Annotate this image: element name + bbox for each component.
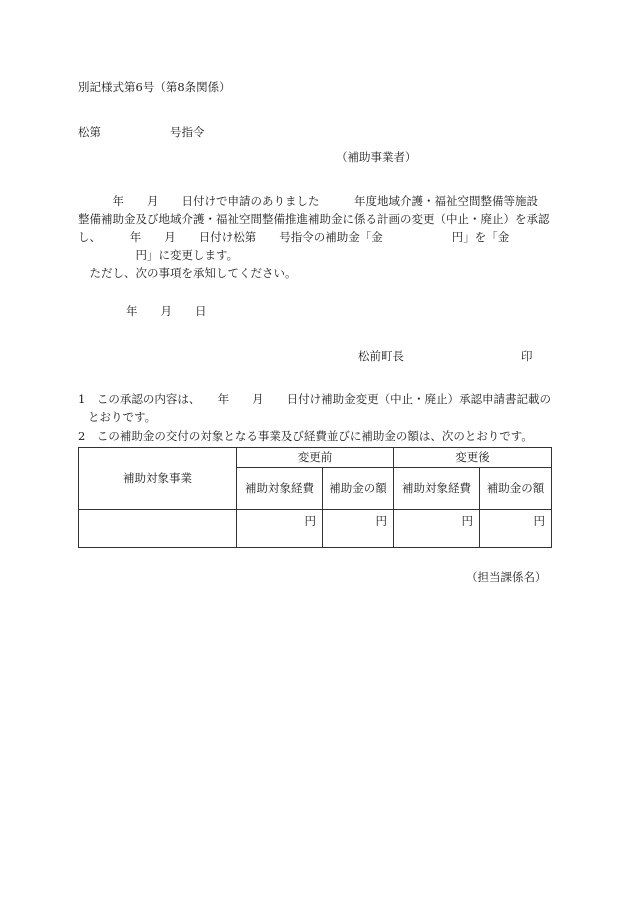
- body-line-3: し、 年 月 日付け松第 号指令の補助金「金 円」を「金: [78, 230, 510, 244]
- before-grant-amount-header: 補助金の額: [323, 468, 394, 510]
- project-header: 補助対象事業: [79, 448, 237, 510]
- table-row: [79, 510, 552, 548]
- body-line-1: 年 月 日付けで申請のありました 年度地域介護・福祉空間整備等施設: [78, 194, 538, 208]
- before-eligible-cost-cell: 円: [237, 510, 323, 548]
- condition-1-continued: とおりです。: [88, 410, 157, 424]
- before-eligible-cost-header: 補助対象経費: [237, 468, 323, 510]
- issuer: 松前町長: [358, 349, 404, 363]
- after-eligible-cost-header: 補助対象経費: [394, 468, 480, 510]
- after-eligible-cost-cell: 円: [394, 510, 480, 548]
- condition-1: 1 この承認の内容は、 年 月 日付け補助金変更（中止・廃止）承認申請書記載の: [78, 392, 552, 406]
- body-line-2: 整備補助金及び地域介護・福祉空間整備推進補助金に係る計画の変更（中止・廃止）を承認: [78, 212, 550, 226]
- after-header: 変更後: [394, 448, 552, 468]
- before-grant-amount-cell: 円: [323, 510, 394, 548]
- order-number: 松第 号指令: [78, 125, 205, 139]
- after-grant-amount-header: 補助金の額: [480, 468, 552, 510]
- date-line: 年 月 日: [126, 304, 207, 318]
- before-header: 変更前: [237, 448, 394, 468]
- body-line-5: ただし、次の事項を承知してください。: [78, 266, 297, 280]
- project-cell: [79, 510, 237, 548]
- form-id: 別記様式第6号（第8条関係）: [78, 80, 231, 94]
- after-grant-amount-cell: 円: [480, 510, 552, 548]
- seal-mark: 印: [521, 349, 533, 363]
- grant-table: [78, 447, 552, 548]
- contact-label: （担当課係名）: [466, 570, 547, 584]
- condition-2: 2 この補助金の交付の対象となる事業及び経費並びに補助金の額は、次のとおりです。: [78, 429, 533, 443]
- body-line-4: 円」に変更します。: [78, 248, 239, 262]
- recipient: （補助事業者）: [336, 150, 417, 164]
